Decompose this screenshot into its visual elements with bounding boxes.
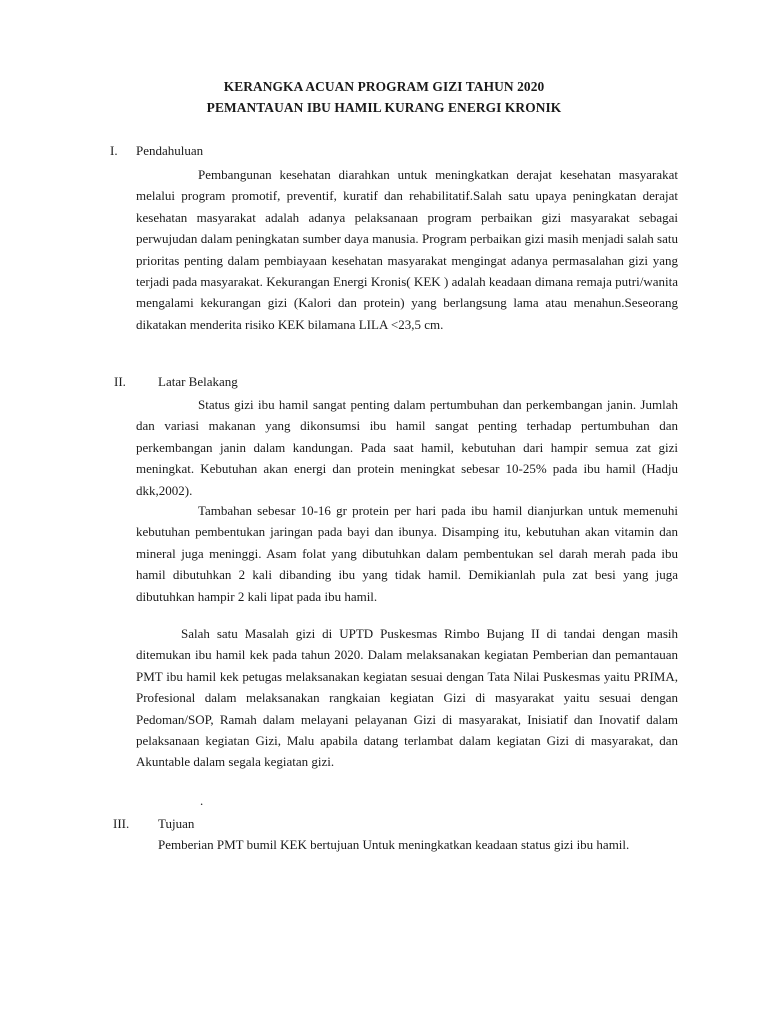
section-number-2: II. bbox=[114, 374, 126, 389]
section-title-tujuan: Tujuan bbox=[158, 816, 195, 831]
paragraph-latar-belakang-2: Tambahan sebesar 10-16 gr protein per hari pada ibu hamil dianjurkan untuk memenuhi kebutuhan pembentukan jaringan pada bayi dan ibunya. Disamping itu, kebutuhan akan vitamin dan mineral juga meninggi. Asam folat yang dibutuhkan dalam pembentukan sel darah merah pada ibu hamil dibutuhkan 2 kali dibanding ibu yang tidak hamil. Demikianlah pula zat besi yang juga dibutuhkan hampir 2 kali lipat pada ibu hamil. bbox=[136, 503, 678, 604]
paragraph-tujuan: Pemberian PMT bumil KEK bertujuan Untuk meningkatkan keadaan status gizi ibu hamil. bbox=[158, 837, 630, 852]
section-number-1: I. bbox=[110, 143, 118, 158]
trailing-mark: . bbox=[200, 793, 204, 808]
section-number-3: III. bbox=[113, 816, 130, 831]
paragraph-latar-belakang-1: Status gizi ibu hamil sangat penting dalam pertumbuhan dan perkembangan janin. Jumlah dan variasi makanan yang dikonsumsi ibu hamil sangat penting terhadap pertumbuhan dan perkembangan janin dalam kandungan. Pada saat hamil, kebutuhan dari hampir semua zat gizi meningkat. Kebutuhan akan energi dan protein meningkat sebesar 10-25% pada ibu hamil (Hadju dkk,2002). bbox=[136, 397, 678, 498]
document-title-line-2: PEMANTAUAN IBU HAMIL KURANG ENERGI KRONIK bbox=[206, 100, 562, 115]
paragraph-latar-belakang-3: Salah satu Masalah gizi di UPTD Puskesmas Rimbo Bujang II di tandai dengan masih ditemukan ibu hamil kek pada tahun 2020. Dalam melaksanakan kegiatan Pemberian dan pemantauan PMT ibu hamil kek petugas melaksanakan kegiatan sesuai dengan Tata Nilai Puskesmas yaitu PRIMA, Profesional dalam melaksanakan rangkaian kegiatan Gizi di masyarakat yaitu sesuai dengan Pedoman/SOP, Ramah dalam melayani pelayanan Gizi di masyarakat, Inisiatif dan Inovatif dalam pelaksanaan kegiatan Gizi, Malu apabila datang terlambat dalam kegiatan Gizi di masyarakat, dan Akuntable dalam segala kegiatan gizi. bbox=[136, 626, 678, 770]
document-title-line-1: KERANGKA ACUAN PROGRAM GIZI TAHUN 2020 bbox=[223, 79, 545, 94]
paragraph-pendahuluan: Pembangunan kesehatan diarahkan untuk meningkatkan derajat kesehatan masyarakat melalui program promotif, preventif, kuratif dan rehabilitatif.Salah satu upaya peningkatan derajat kesehatan masyarakat adalah adanya pelaksanaan program perbaikan gizi masyarakat sebagai perwujudan dalam peningkatan sumber daya manusia. Program perbaikan gizi masih menjadi salah satu prioritas penting dalam pembiayaan kesehatan masyarakat mengingat adanya permasalahan gizi yang terjadi pada masyarakat. Kekurangan Energi Kronis( KEK ) adalah keadaan dimana remaja putri/wanita mengalami kekurangan gizi (Kalori dan protein) yang berlangsung lama atau menahun.Seseorang dikatakan menderita risiko KEK bilamana LILA <23,5 cm. bbox=[136, 167, 678, 332]
section-title-pendahuluan: Pendahuluan bbox=[136, 143, 204, 158]
section-title-latar-belakang: Latar Belakang bbox=[158, 374, 238, 389]
